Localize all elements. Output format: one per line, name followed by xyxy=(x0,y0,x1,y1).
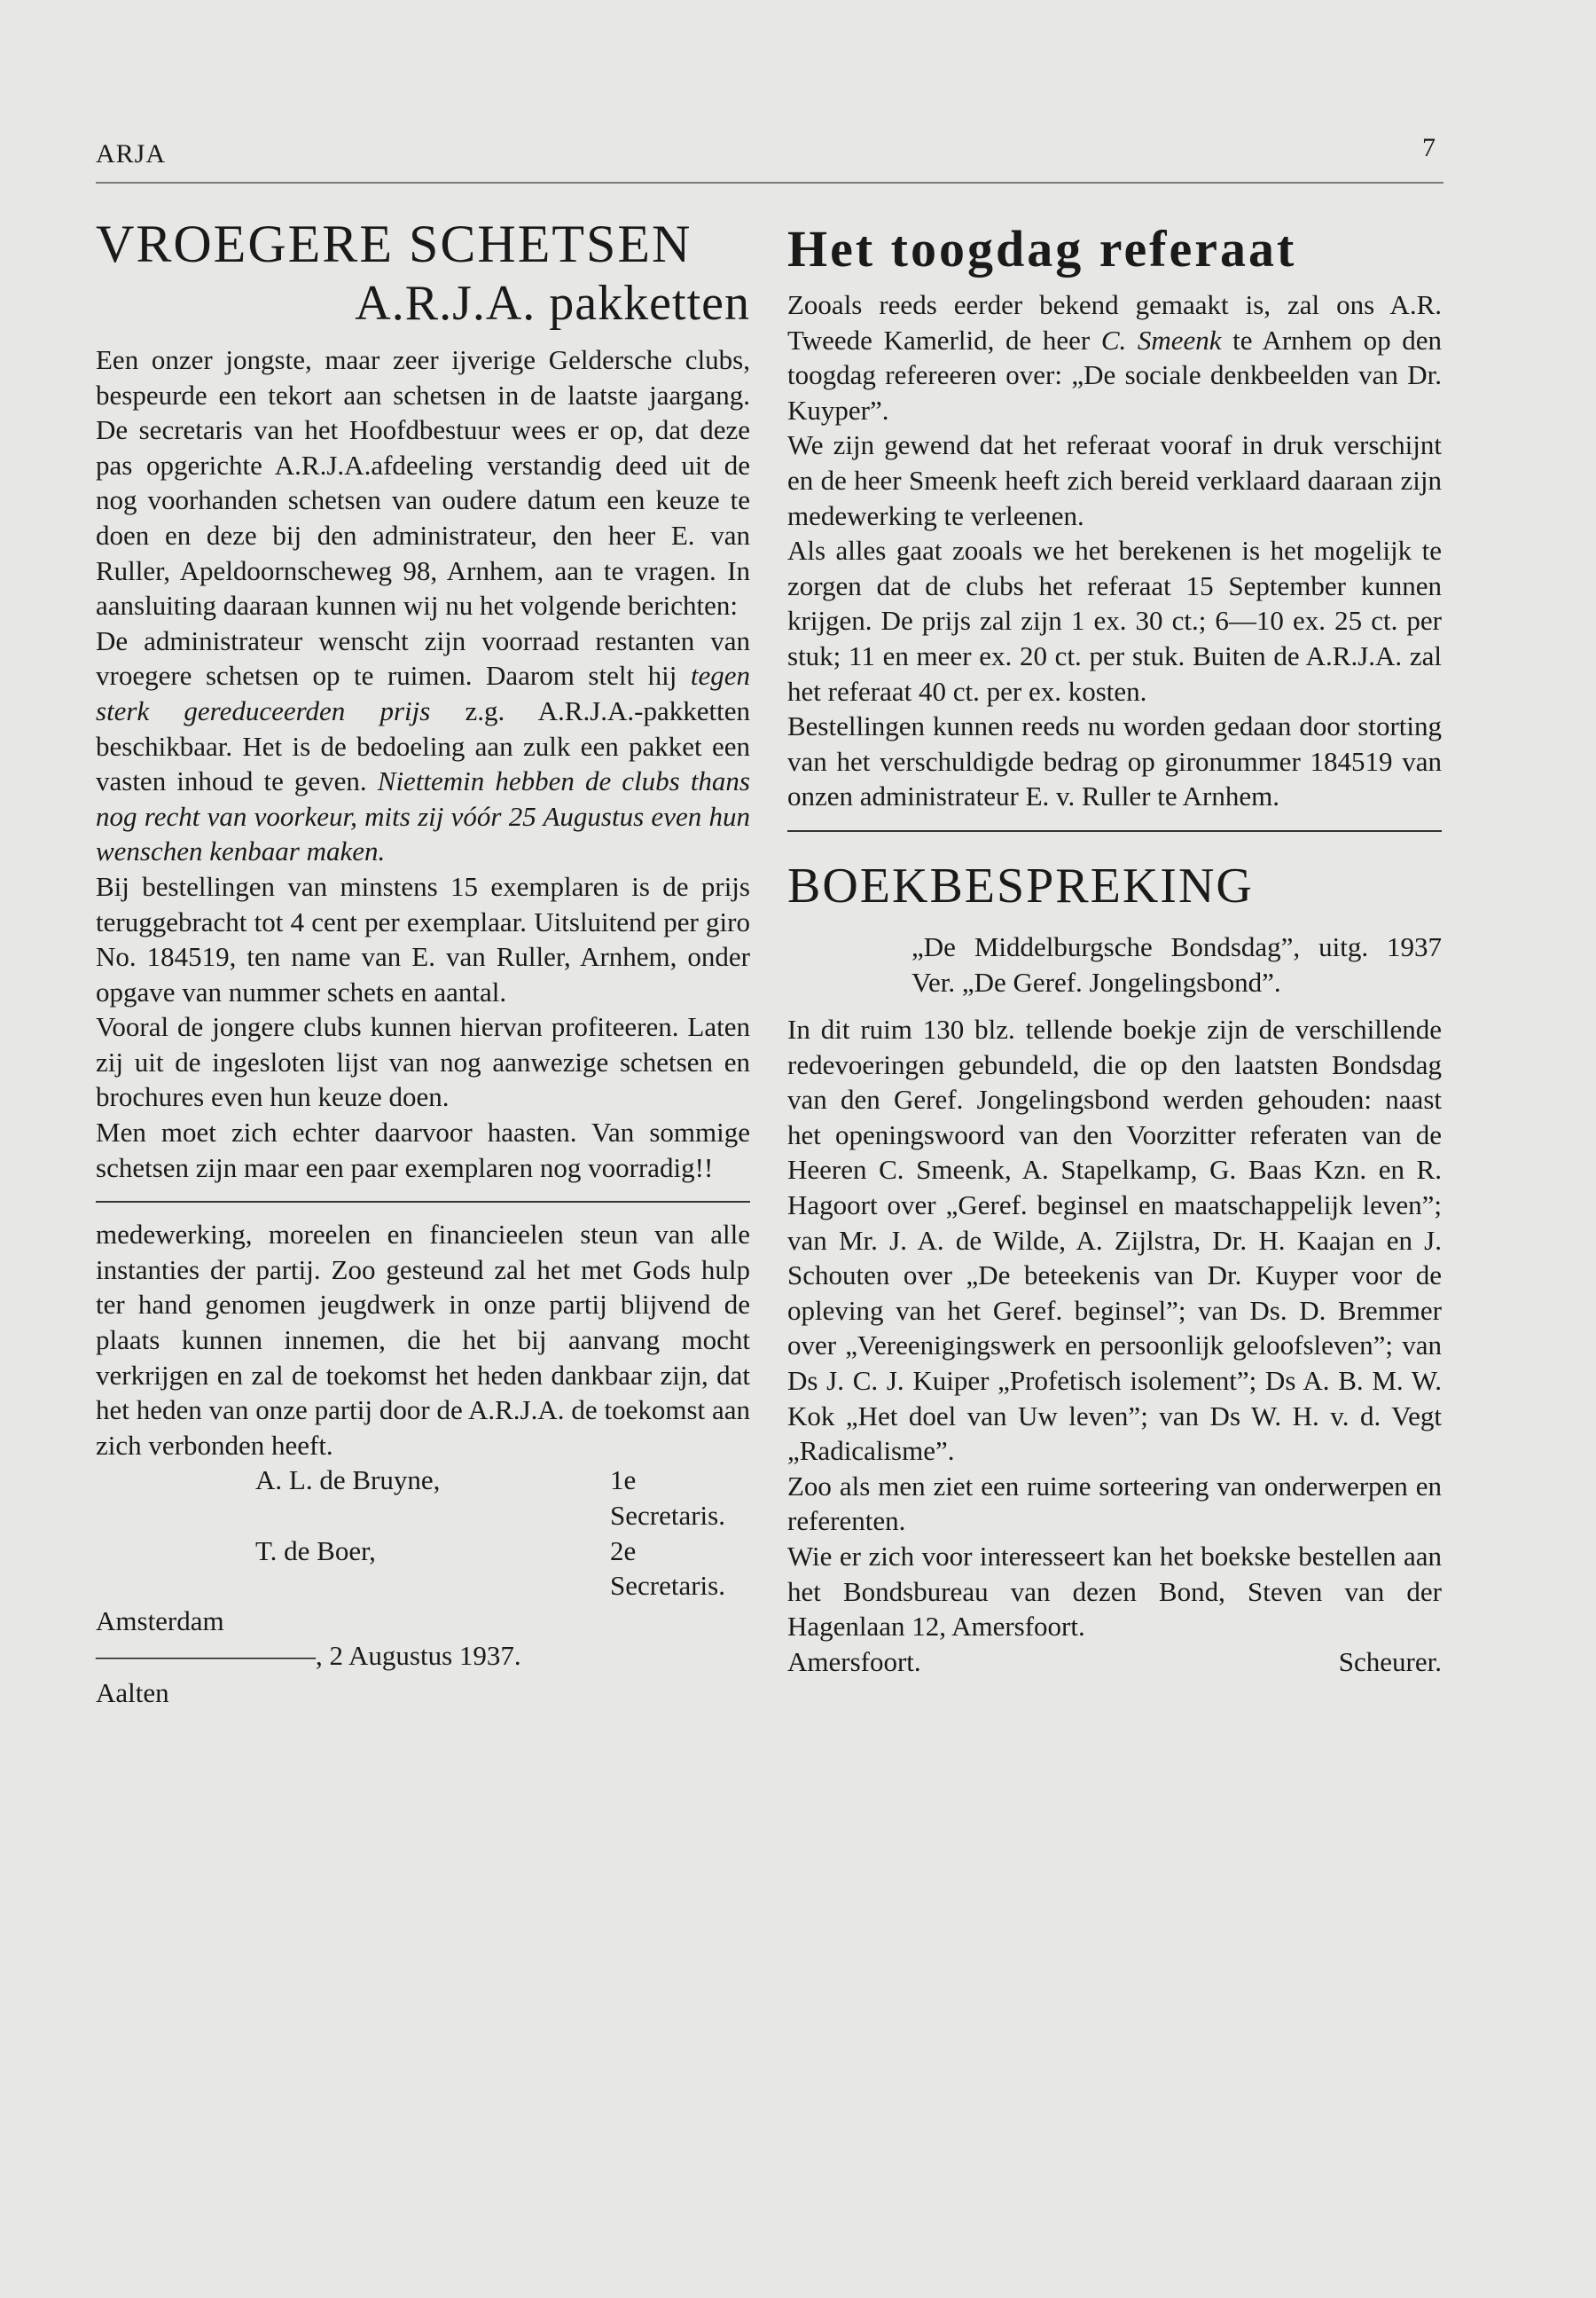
section-divider xyxy=(96,1201,750,1203)
section-divider xyxy=(787,830,1442,832)
signatory-name: A. L. de Bruyne, xyxy=(255,1464,441,1496)
page-number: 7 xyxy=(1422,133,1436,162)
header-rule xyxy=(96,182,1443,184)
byline-author: Scheurer. xyxy=(1338,1645,1442,1677)
signatory-role: 1e Secretaris. xyxy=(610,1464,725,1531)
article-title-vroegere-schetsen: VROEGERE SCHETSEN xyxy=(96,215,692,273)
article-title-boekbespreking: BOEKBESPREKING xyxy=(787,858,1254,914)
date-line: ————————, 2 Augustus 1937. xyxy=(96,1640,521,1672)
right-column xyxy=(787,218,1442,1679)
paragraph: medewerking, moreelen en financieelen steun van alle instanties der partij. Zoo gesteund zal het met Gods hulp ter hand genomen jeugdwerk in onze partij blijvend de plaats kunnen innemen, die het bij aanvang mocht verkrijgen en zal de toekomst het heden dankbaar zijn, dat het heden van onze partij door de A.R.J.A. de toekomst aan zich verbonden heeft. xyxy=(96,1219,750,1461)
book-reference: „De Middelburgsche Bondsdag”, uitg. 1937 Ver. „De Geref. Jongelingsbond”. xyxy=(911,930,1442,998)
signature-row xyxy=(96,1463,750,1533)
place-line: Amsterdam xyxy=(96,1604,224,1636)
place-line: Aalten xyxy=(96,1676,169,1708)
running-header: ARJA xyxy=(96,139,167,169)
paragraph: Vooral de jongere clubs kunnen hiervan profiteeren. Laten zij uit de ingesloten lijst van nog aanwezige schetsen en brochures even hun keuze doen. xyxy=(96,1011,750,1113)
byline-place: Amersfoort. xyxy=(787,1645,921,1677)
paragraph: Een onzer jongste, maar zeer ijverige Geldersche clubs, bespeurde een tekort aan schetsen in de laatste jaargang. De secretaris van het Hoofdbestuur wees er op, dat deze pas opgerichte A.R.J.A.afdeeling verstandig deed uit de nog voorhanden schetsen van oudere datum een keuze te doen en deze bij den administrateur, den heer E. van Ruller, Apeldoornscheweg 98, Arnhem, aan te vragen. In aansluiting daaraan kunnen wij nu het volgende berichten: xyxy=(96,344,750,622)
paragraph: Zooals reeds eerder bekend gemaakt is, zal ons A.R. Tweede Kamerlid, de heer C. Smeenk te Arnhem op den toogdag refereeren over: „De sociale denkbeelden van Dr. Kuyper”. xyxy=(787,289,1443,426)
paragraph: Men moet zich echter daarvoor haasten. Van sommige schetsen zijn maar een paar exemplaren nog voorradig!! xyxy=(96,1117,750,1183)
article-subtitle: A.R.J.A. pakketten xyxy=(355,276,750,331)
paragraph: We zijn gewend dat het referaat vooraf in druk verschijnt en de heer Smeenk heeft zich bereid verklaard daaraan zijn medewerking te verleenen. xyxy=(787,429,1442,531)
paragraph: Als alles gaat zooals we het berekenen is het mogelijk te zorgen dat de clubs het referaat 15 September kunnen krijgen. De prijs zal zijn 1 ex. 30 ct.; 6—10 ex. 25 ct. per stuk; 11 en meer ex. 20 ct. per stuk. Buiten de A.R.J.A. zal het referaat 40 ct. per ex. kosten. xyxy=(787,535,1442,707)
byline-row xyxy=(787,1644,1442,1680)
paragraph: Bij bestellingen van minstens 15 exemplaren is de prijs teruggebracht tot 4 cent per exemplaar. Uitsluitend per giro No. 184519, ten name van E. van Ruller, Arnhem, onder opgave van nummer schets en aantal. xyxy=(96,870,750,1008)
paragraph: Bestellingen kunnen reeds nu worden gedaan door storting van het verschuldigde bedrag op gironummer 184519 van onzen administrateur E. v. Ruller te Arnhem. xyxy=(787,710,1442,812)
article-title-toogdag-referaat: Het toogdag referaat xyxy=(787,220,1297,278)
signatory-role: 2e Secretaris. xyxy=(610,1534,725,1602)
signatory-name: T. de Boer, xyxy=(255,1534,376,1566)
paragraph: Wie er zich voor interesseert kan het boekske bestellen aan het Bondsbureau van dezen Bond, Steven van der Hagenlaan 12, Amersfoort. xyxy=(787,1541,1442,1643)
paragraph: Zoo als men ziet een ruime sorteering van onderwerpen en referenten. xyxy=(787,1470,1442,1537)
signature-row xyxy=(96,1533,750,1604)
paragraph: De administrateur wenscht zijn voorraad restanten van vroegere schetsen op te ruimen. Daarom stelt hij tegen sterk gereduceerden prijs z.g. A.R.J.A.-pakketten beschikbaar. Het is de bedoeling aan zulk een pakket een vasten inhoud te geven. Niettemin hebben de clubs thans nog recht van voorkeur, mits zij vóór 25 Augustus even hun wenschen kenbaar maken. xyxy=(96,624,751,867)
left-column xyxy=(96,213,750,1711)
paragraph: In dit ruim 130 blz. tellende boekje zijn de verschillende redevoeringen gebundeld, die op den laatsten Bondsdag van den Geref. Jongelingsbond werden gehouden: naast het openingswoord van den Voorzitter referaten van de Heeren C. Smeenk, A. Stapelkamp, G. Baas Kzn. en R. Hagoort over „Geref. beginsel en maatschappelijk leven”; van Mr. J. A. de Wilde, A. Zijlstra, Dr. H. Kaajan en J. Schouten over „De beteekenis van Dr. Kuyper voor de opleving van het Geref. beginsel”; van Ds. D. Bremmer over „Vereenigingswerk en persoonlijk geloofsleven”; van Ds J. C. J. Kuiper „Profetisch isolement”; Ds A. B. M. W. Kok „Het doel van Uw leven”; van Ds W. H. v. d. Vegt „Radicalisme”. xyxy=(787,1014,1442,1467)
